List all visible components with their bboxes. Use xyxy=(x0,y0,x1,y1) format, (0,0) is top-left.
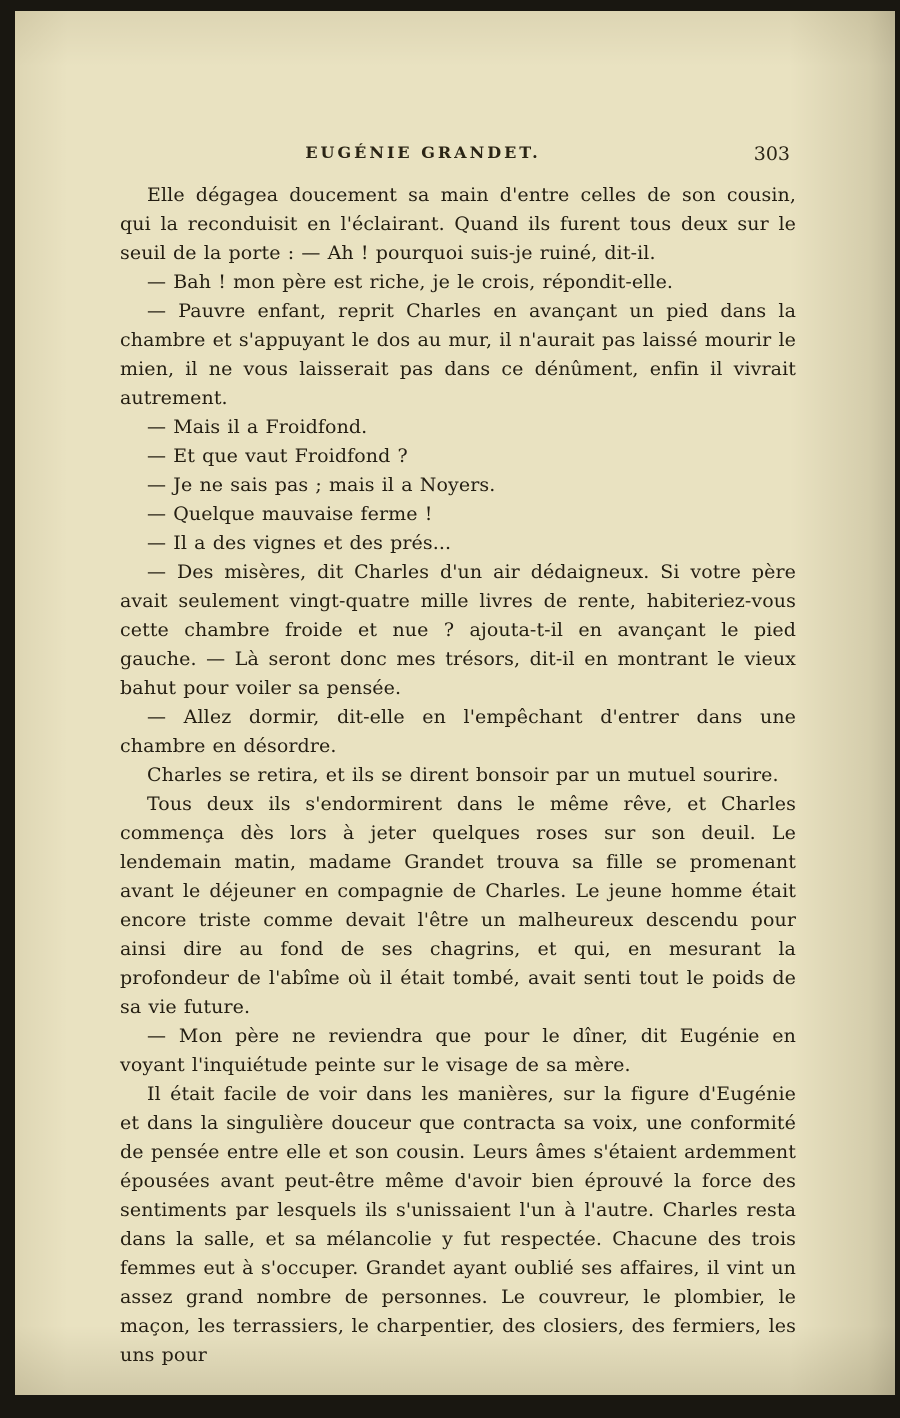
paragraph: — Et que vaut Froidfond ? xyxy=(147,445,408,467)
paragraph: — Quelque mauvaise ferme ! xyxy=(147,503,433,525)
paragraph: — Je ne sais pas ; mais il a Noyers. xyxy=(147,474,496,496)
page-content xyxy=(120,143,796,1370)
paragraph: Charles se retira, et ils se dirent bonsoir par un mutuel sourire. xyxy=(147,764,779,786)
book-page xyxy=(15,11,895,1395)
paragraph: — Pauvre enfant, reprit Charles en avançant un pied dans la chambre et s'appuyant le dos au mur, il n'aurait pas laissé mourir le mien, il ne vous laisserait pas dans ce dénûment, enfin il vivrait autrement. xyxy=(120,300,796,409)
paragraph: Elle dégagea doucement sa main d'entre celles de son cousin, qui la reconduisit en l'éclairant. Quand ils furent tous deux sur le seuil de la porte : — Ah ! pourquoi suis-je ruiné, dit-il. xyxy=(120,184,796,264)
paragraph: Il était facile de voir dans les manières, sur la figure d'Eugénie et dans la singulière douceur que contracta sa voix, une conformité de pensée entre elle et son cousin. Leurs âmes s'étaient ardemment épousées avant peut-être même d'avoir bien éprouvé la force des sentiments par lesquels ils s'unissaient l'un à l'autre. Charles resta dans la salle, et sa mélancolie y fut respectée. Chacune des trois femmes eut à s'occuper. Grandet ayant oublié ses affaires, il vint un assez grand nombre de personnes. Le couvreur, le plombier, le maçon, les terrassiers, le charpentier, des closiers, des fermiers, les uns pour xyxy=(120,1083,796,1366)
paragraph: — Allez dormir, dit-elle en l'empêchant d'entrer dans une chambre en désordre. xyxy=(120,706,796,757)
paragraph: — Bah ! mon père est riche, je le crois, répondit-elle. xyxy=(147,271,674,293)
paragraph: — Mais il a Froidfond. xyxy=(147,416,368,438)
paragraph: Tous deux ils s'endormirent dans le même rêve, et Charles commença dès lors à jeter quelques roses sur son deuil. Le lendemain matin, madame Grandet trouva sa fille se promenant avant le déjeuner en compagnie de Charles. Le jeune homme était encore triste comme devait l'être un malheureux descendu pour ainsi dire au fond de ses chagrins, et qui, en mesurant la profondeur de l'abîme où il était tombé, avait senti tout le poids de sa vie future. xyxy=(120,793,796,1018)
page-header xyxy=(120,143,796,169)
paragraph: — Mon père ne reviendra que pour le dîner, dit Eugénie en voyant l'inquiétude peinte sur le visage de sa mère. xyxy=(120,1025,796,1076)
running-head: EUGÉNIE GRANDET. xyxy=(305,143,541,162)
paragraph: — Il a des vignes et des prés... xyxy=(147,532,452,554)
paragraph: — Des misères, dit Charles d'un air dédaigneux. Si votre père avait seulement vingt-quatre mille livres de rente, habiteriez-vous cette chambre froide et nue ? ajouta-t-il en avançant le pied gauche. — Là seront donc mes trésors, dit-il en montrant le vieux bahut pour voiler sa pensée. xyxy=(120,561,796,699)
page-body xyxy=(120,181,796,1370)
page-number: 303 xyxy=(753,143,790,165)
